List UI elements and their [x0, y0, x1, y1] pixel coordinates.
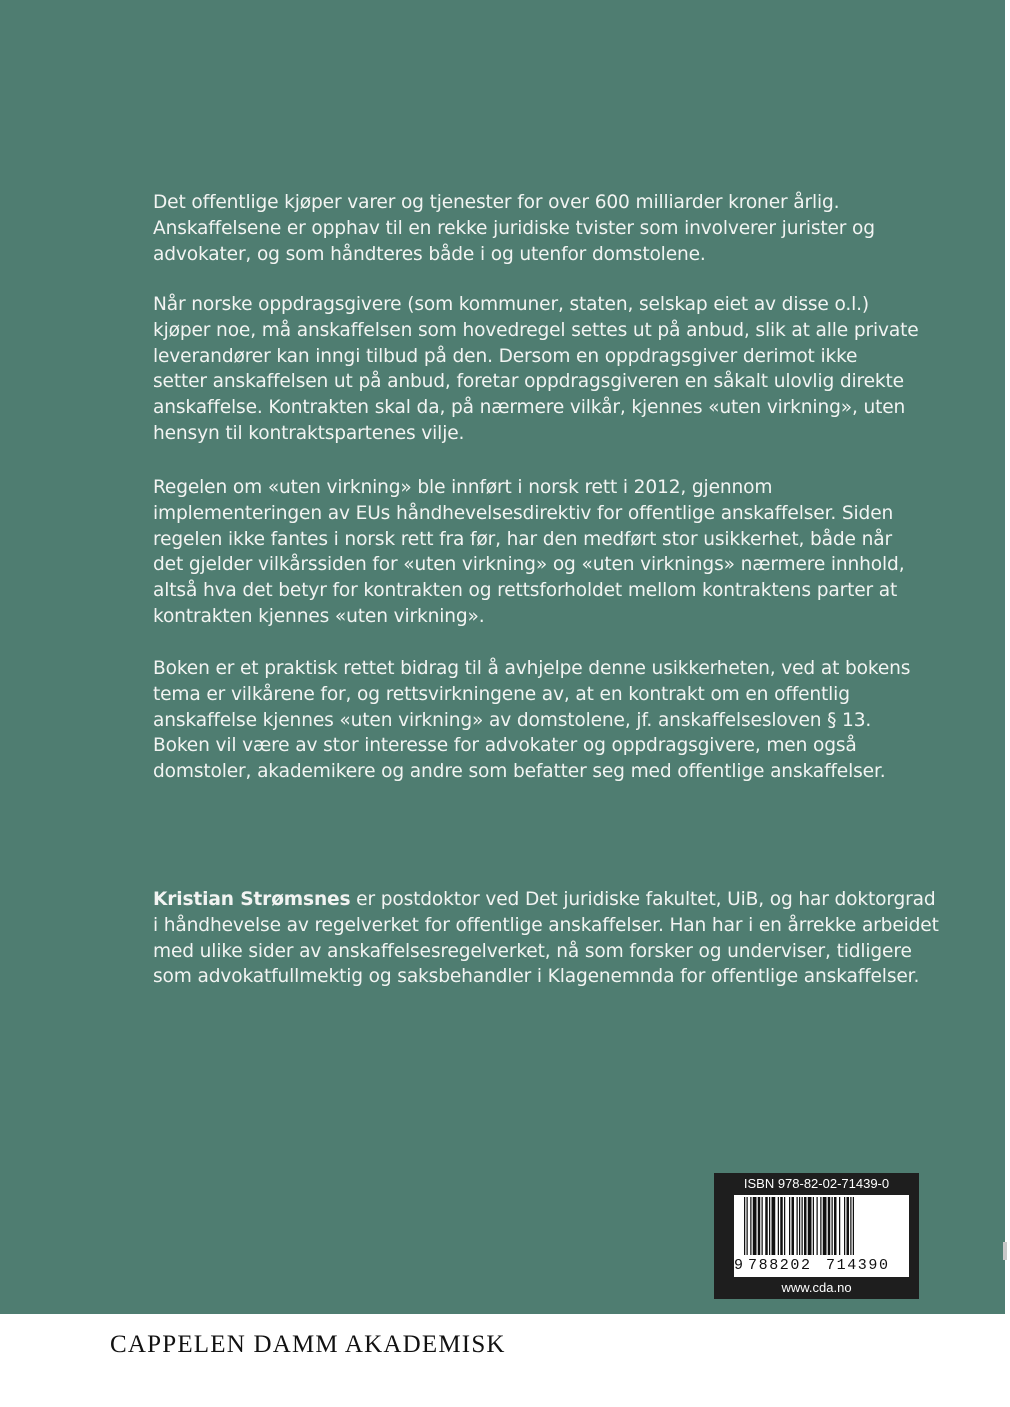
barcode-bar — [778, 1197, 779, 1255]
author-name: Kristian Strømsnes — [153, 889, 351, 910]
text-line: Anskaffelsene er opphav til en rekke juridiske tvister som involverer jurister og — [153, 217, 875, 239]
text-line: som advokatfullmektig og saksbehandler i Klagenemnda for offentlige anskaffelser. — [153, 966, 920, 988]
barcode-bar — [853, 1197, 854, 1255]
barcode-bar — [765, 1197, 768, 1255]
author-bio — [153, 887, 939, 990]
barcode-bar — [839, 1197, 840, 1255]
text-line: Boken vil være av stor interesse for advokater og oppdragsgivere, men også — [153, 735, 857, 757]
text-line: advokater, og som håndteres både i og utenfor domstolene. — [153, 243, 706, 265]
blurb-paragraph-4 — [153, 656, 913, 785]
barcode-bar — [808, 1197, 812, 1255]
barcode-bar — [750, 1197, 751, 1255]
edge-mark — [1003, 1242, 1007, 1260]
barcode-bar — [799, 1197, 800, 1255]
text-line: i håndhevelse av regelverket for offentlige anskaffelser. Han har i en årrekke arbeidet — [153, 914, 939, 936]
barcode-bar — [797, 1197, 798, 1255]
text-line: Det offentlige kjøper varer og tjenester for over 600 milliarder kroner årlig. — [153, 192, 840, 213]
text-line: tema er vilkårene for, og rettsvirkningene av, at en kontrakt om en offentlig — [153, 683, 850, 705]
barcode-bar — [804, 1197, 807, 1255]
barcode-bar — [813, 1197, 814, 1255]
text-line: kjøper noe, må anskaffelsen som hovedregel settes ut på anbud, slik at alle private — [153, 319, 919, 341]
text-line: altså hva det betyr for kontrakten og rettsforholdet mellom kontraktens parter at — [153, 580, 898, 602]
text-line: kontrakten kjennes «uten virkning». — [153, 605, 485, 627]
barcode-bars — [734, 1195, 909, 1257]
isbn-barcode-box — [714, 1173, 919, 1299]
text-line: anskaffelse kjennes «uten virkning» av domstolene, jf. anskaffelsesloven § 13. — [153, 709, 872, 731]
barcode-bar — [844, 1197, 845, 1255]
barcode-bar — [789, 1197, 790, 1255]
barcode-bar — [762, 1197, 763, 1255]
barcode-bar — [744, 1197, 745, 1255]
barcode — [734, 1195, 909, 1277]
text-line: Regelen om «uten virkning» ble innført i norsk rett i 2012, gjennom — [153, 477, 773, 498]
blurb-paragraph-2 — [153, 292, 919, 447]
text-line: setter anskaffelsen ut på anbud, foretar oppdragsgiveren en såkalt ulovlig direkte — [153, 371, 904, 393]
text-line: regelen ikke fantes i norsk rett fra før, har den medført stor usikkerhet, både når — [153, 528, 892, 550]
text-line — [153, 887, 936, 913]
publisher-name: CAPPELEN DAMM AKADEMISK — [110, 1331, 506, 1358]
text-line: med ulike sider av anskaffelsesregelverket, nå som forsker og underviser, tidligere — [153, 940, 912, 962]
text-line: leverandører kan inngi tilbud på den. Dersom en oppdragsgiver derimot ikke — [153, 345, 858, 367]
text-line: Boken er et praktisk rettet bidrag til å avhjelpe denne usikkerheten, ved at bokens — [153, 658, 911, 679]
barcode-bar — [828, 1197, 831, 1255]
barcode-bar — [817, 1197, 818, 1255]
text-line: anskaffelse. Kontrakten skal da, på nærmere vilkår, kjennes «uten virkning», uten — [153, 397, 906, 419]
text-line: det gjelder vilkårssiden for «uten virkning» og «uten virknings» nærmere innhold, — [153, 554, 905, 576]
publisher-website: www.cda.no — [781, 1280, 852, 1295]
barcode-bar — [792, 1197, 795, 1255]
barcode-bar — [820, 1197, 821, 1255]
barcode-bar — [769, 1197, 770, 1255]
barcode-bar — [780, 1197, 783, 1255]
barcode-bar — [772, 1197, 776, 1255]
text-line: Når norske oppdragsgivere (som kommuner, staten, selskap eiet av disse o.l.) — [153, 294, 870, 315]
barcode-digits-right: 714390 — [826, 1257, 890, 1274]
blurb-paragraph-3 — [153, 475, 913, 630]
text-line: implementeringen av EUs håndhevelsesdirektiv for offentlige anskaffelser. Siden — [153, 502, 894, 524]
barcode-bar — [784, 1197, 785, 1255]
text-line: domstoler, akademikere og andre som befatter seg med offentlige anskaffelser. — [153, 761, 886, 783]
isbn-label: ISBN 978-82-02-71439-0 — [743, 1176, 890, 1191]
text-line: hensyn til kontraktspartenes vilje. — [153, 422, 465, 444]
barcode-bar — [823, 1197, 827, 1255]
barcode-bar — [832, 1197, 833, 1255]
barcode-bar — [847, 1197, 850, 1255]
barcode-bar — [758, 1197, 761, 1255]
barcode-digits — [734, 1255, 909, 1277]
barcode-bar — [834, 1197, 837, 1255]
author-bio-first-line: er postdoktor ved Det juridiske fakultet, UiB, og har doktorgrad — [350, 889, 936, 910]
blurb-paragraph-1 — [153, 190, 913, 267]
barcode-digits-left: 788202 — [748, 1257, 812, 1274]
barcode-bar — [850, 1197, 851, 1255]
barcode-bar — [753, 1197, 757, 1255]
barcode-digit-first: 9 — [734, 1257, 744, 1274]
barcode-bar — [747, 1197, 748, 1255]
barcode-bar — [802, 1197, 803, 1255]
